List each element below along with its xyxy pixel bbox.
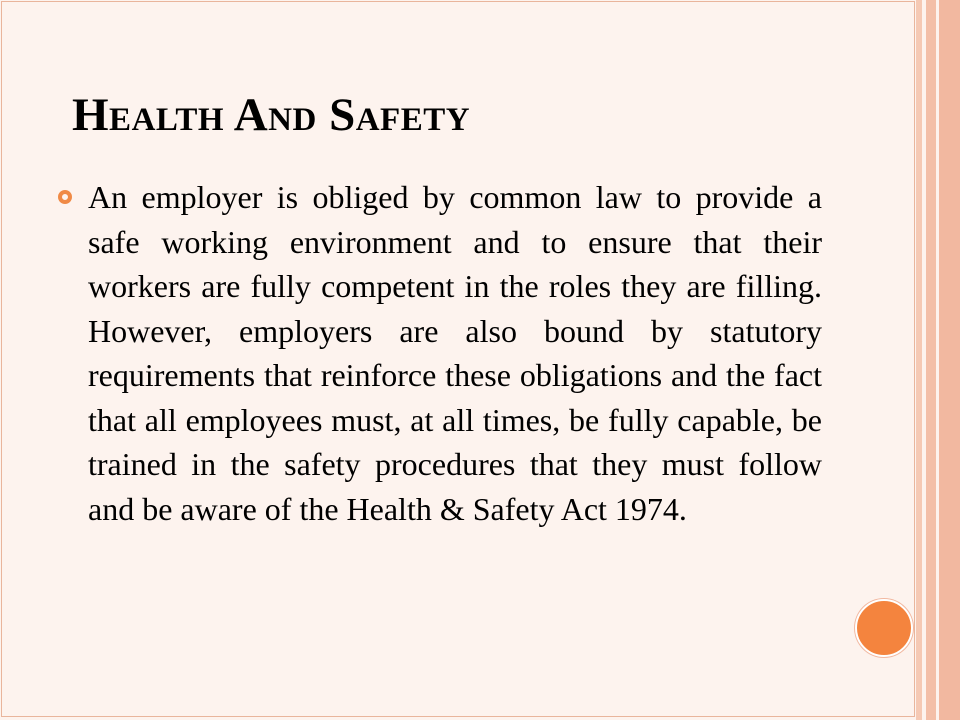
right-stripe (926, 0, 936, 720)
right-stripe (939, 0, 960, 720)
slide-title: Health And Safety (72, 89, 471, 141)
ring-bullet-icon (58, 190, 72, 204)
bullet-text: An employer is obliged by common law to provide a safe working environment and to ensure that their workers are fully competent in the roles they are filling. However, employers are also bound by statutory requirements that reinforce these obligations and the fact that all employees must, at all times, be fully capable, be trained in the safety procedures that they must follow and be aware of the Health & Safety Act 1974. (88, 179, 822, 527)
orange-circle-icon (855, 599, 913, 657)
